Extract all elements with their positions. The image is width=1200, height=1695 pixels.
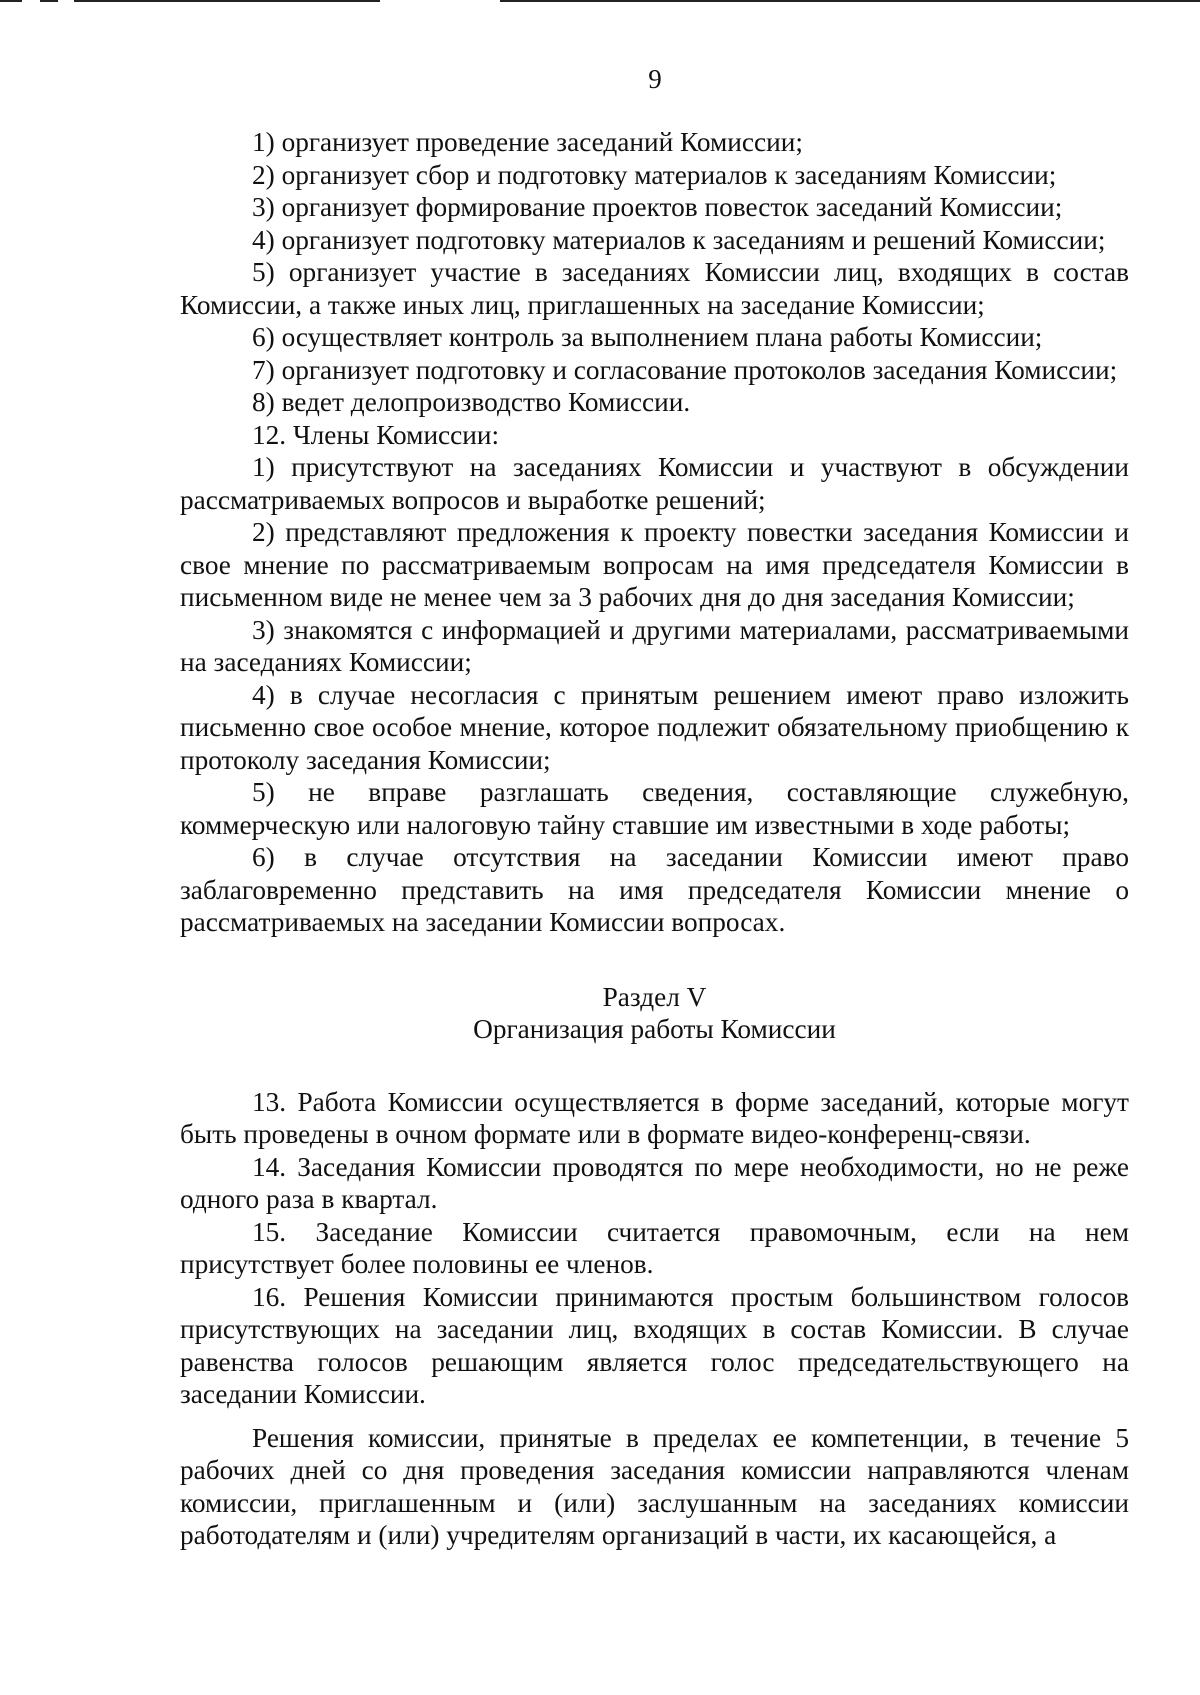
document-body (180, 126, 1129, 1552)
member-duty-6: 6) в случае отсутствия на заседании Комиссии имеют право заблаговременно представить на имя председателя Комиссии мнение о рассматриваемых на заседании Комиссии вопросах. (180, 842, 1129, 937)
secretary-duty-4: 4) организует подготовку материалов к заседаниям и решений Комиссии; (252, 224, 1106, 255)
secretary-duty-1: 1) организует проведение заседаний Комиссии; (252, 127, 803, 157)
section-number: Раздел V (602, 981, 707, 1012)
members-heading: 12. Члены Комиссии: (252, 419, 500, 450)
section-title: Организация работы Комиссии (473, 1014, 836, 1044)
secretary-duty-8: 8) ведет делопроизводство Комиссии. (252, 387, 691, 417)
secretary-duty-3: 3) организует формирование проектов повесток заседаний Комиссии; (252, 192, 1063, 222)
member-duty-4: 4) в случае несогласия с принятым решением имеют право изложить письменно свое особое мнение, которое подлежит обязательному приобщению к протоколу заседания Комиссии; (180, 679, 1129, 775)
closing-paragraph: Решения комиссии, принятые в пределах ее компетенции, в течение 5 рабочих дней со дня проведения заседания комиссии направляются членам комиссии, приглашенным и (или) заслушанным на заседаниях комиссии работодателям и (или) учредителям организаций в части, их касающейся, а (180, 1422, 1129, 1550)
top-scan-rule (0, 0, 1200, 2)
secretary-duty-2: 2) организует сбор и подготовку материалов к заседаниям Комиссии; (252, 159, 1057, 190)
member-duty-2: 2) представляют предложения к проекту повестки заседания Комиссии и свое мнение по рассматриваемым вопросам на имя председателя Комиссии в письменном виде не менее чем за 3 рабочих дня до дня заседания Комиссии; (180, 517, 1129, 612)
secretary-duty-6: 6) осуществляет контроль за выполнением плана работы Комиссии; (252, 322, 1043, 352)
paragraph-13: 13. Работа Комиссии осуществляется в форме заседаний, которые могут быть проведены в очном формате или в формате видео-конференц-связи. (180, 1086, 1129, 1149)
page-number: 9 (648, 64, 662, 94)
section-heading (180, 981, 1129, 1046)
paragraph-14: 14. Заседания Комиссии проводятся по мере необходимости, но не реже одного раза в квартал. (180, 1151, 1129, 1214)
member-duty-5: 5) не вправе разглашать сведения, составляющие служебную, коммерческую или налоговую тайну ставшие им известными в ходе работы; (180, 777, 1129, 840)
member-duty-3: 3) знакомятся с информацией и другими материалами, рассматриваемыми на заседаниях Комиссии; (180, 614, 1129, 677)
paragraph-15: 15. Заседание Комиссии считается правомочным, если на нем присутствует более половины ее членов. (180, 1216, 1129, 1279)
secretary-duty-7: 7) организует подготовку и согласование протоколов заседания Комиссии; (252, 354, 1118, 385)
member-duty-1: 1) присутствуют на заседаниях Комиссии и участвуют в обсуждении рассматриваемых вопросов и выработке решений; (180, 452, 1129, 515)
secretary-duty-5: 5) организует участие в заседаниях Комиссии лиц, входящих в состав Комиссии, а также иных лиц, приглашенных на заседание Комиссии; (180, 257, 1129, 320)
paragraph-16: 16. Решения Комиссии принимаются простым большинством голосов присутствующих на заседании лиц, входящих в состав Комиссии. В случае равенства голосов решающим является голос председательствующего на заседании Комиссии. (180, 1281, 1129, 1409)
